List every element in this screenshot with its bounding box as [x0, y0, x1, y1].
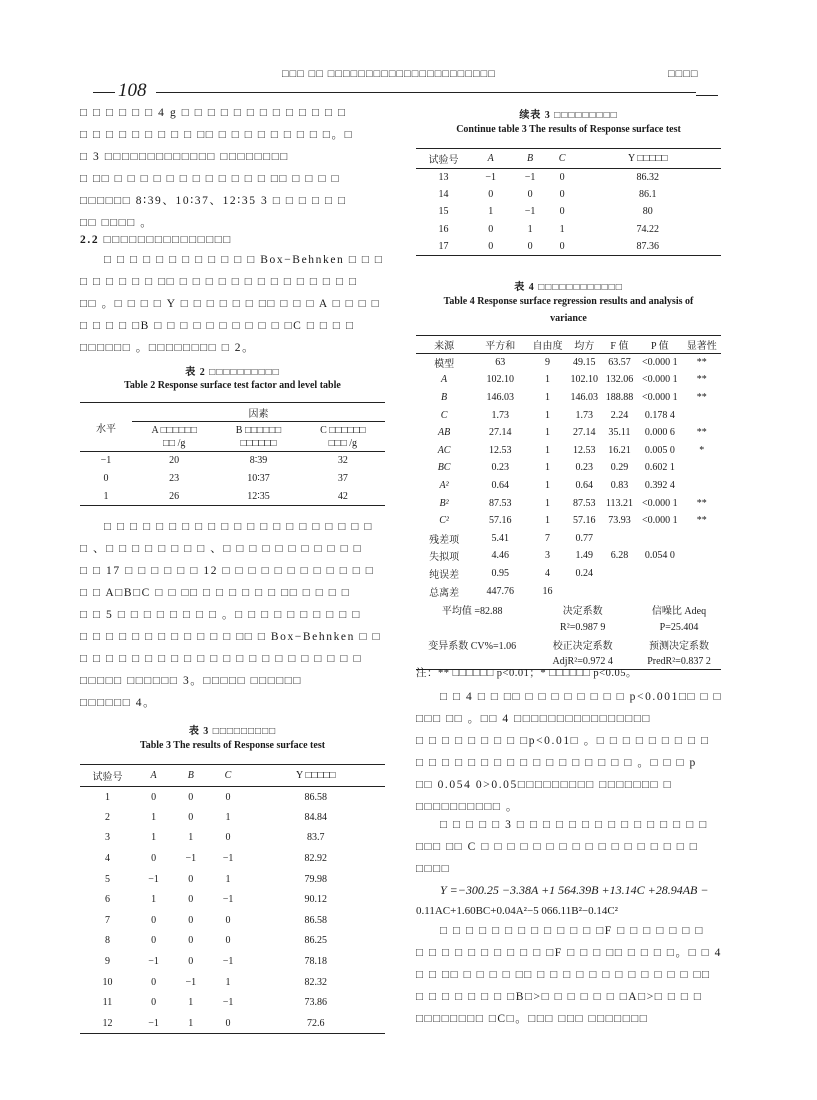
table-cell: <0.000 1: [641, 391, 678, 403]
table-row: [80, 889, 385, 910]
table2-caption-cn: 表 2 □□□□□□□□□□: [185, 367, 280, 378]
table-cell: 0: [151, 853, 157, 865]
table-cell: 1: [225, 811, 231, 823]
table-cell: *: [699, 444, 705, 456]
header-rule-right: [696, 95, 718, 96]
table-cell: 0: [151, 791, 157, 803]
table-cell: 80: [642, 206, 653, 218]
table4-stat-r2: R²=0.987 9: [560, 621, 606, 633]
table-cell: 0: [188, 811, 194, 823]
table-cell: **: [696, 357, 707, 369]
table-cell: A²: [439, 479, 449, 491]
table-cell: 86.32: [636, 171, 659, 183]
table-cell: 1: [545, 427, 551, 439]
table-cell: 63: [495, 357, 506, 369]
table-cell: 纯误差: [429, 569, 460, 581]
table-cell: 0: [151, 976, 157, 988]
table-row: [416, 406, 721, 424]
table-cell: 5: [105, 873, 110, 885]
table-cell: 9: [105, 956, 110, 968]
table-cell: 1: [188, 832, 194, 844]
section-heading: 2.2 □□□□□□□□□□□□□□□: [80, 234, 232, 246]
table-cell: 0: [151, 997, 157, 1009]
table-cell: C²: [439, 515, 449, 527]
table-cell: 0: [188, 873, 194, 885]
table-cell: 188.88: [605, 391, 634, 403]
table-row: [80, 787, 385, 808]
table-cell: −1: [222, 956, 234, 968]
table-row: [416, 424, 721, 442]
table-cell: 4: [105, 853, 110, 865]
table-cell: 10: [102, 976, 113, 988]
table-cell: 57.16: [489, 515, 512, 527]
table4: [416, 335, 721, 670]
table4-header: F 值: [602, 336, 637, 354]
table-cell: 13: [438, 171, 449, 183]
table-cell: 86.58: [304, 914, 328, 926]
table-row: [416, 371, 721, 389]
table-cell: 146.03: [570, 391, 599, 403]
table-row: [80, 869, 385, 890]
table-cell: 0: [188, 956, 194, 968]
table-cell: 86.58: [304, 791, 328, 803]
table-cell: B: [441, 391, 448, 403]
table-cell: 0: [151, 914, 157, 926]
table-cell: −1: [222, 894, 234, 906]
table3: [80, 764, 385, 1034]
table3-header: A: [135, 765, 172, 787]
table-row: [416, 459, 721, 477]
table-cell: 0.000 6: [644, 427, 675, 439]
table-cell: [683, 582, 721, 600]
table-cell: 1.49: [575, 550, 594, 562]
table-cell: 102.10: [486, 374, 514, 386]
table-cell: 3: [105, 832, 110, 844]
table-row: [416, 477, 721, 495]
table4-stat-cv: 变异系数 CV%=1.06: [428, 640, 517, 652]
table-cell: 102.10: [570, 374, 599, 386]
table3-caption-en: Table 3 The results of Response surface test: [139, 740, 326, 751]
table-cell: 83.7: [307, 832, 325, 844]
table-cell: 0: [225, 791, 231, 803]
table4-stat-adj-label: 校正决定系数: [552, 640, 613, 652]
table-cell: 6.28: [610, 550, 629, 562]
table-cell: 4: [545, 567, 551, 579]
table-cell: 6: [105, 894, 110, 906]
table-cell: 1: [545, 391, 551, 403]
table-cell: 1: [172, 1013, 209, 1034]
table-cell: 0: [188, 935, 194, 947]
table-row: [80, 910, 385, 931]
table-cell: 1: [188, 997, 194, 1009]
table2: [80, 402, 385, 506]
table-cell: 12: [80, 1013, 135, 1034]
table-cell: 132.06: [605, 374, 634, 386]
table-cell: 14: [438, 189, 449, 201]
table-cell: 27.14: [489, 427, 512, 439]
left-paragraph-1: □ □ □ □ □ □ 4 g □ □ □ □ □ □ □ □ □ □ □ □ □ □ □ □ □ □ □ □ □ □ □□ □ □ □ □ □ □ □ □ □。□ □ 3 □□□□□□□□□□□□□ □□□□□□□□ □ □□ □ □ □ □ □ □ □ □ □ □ □ □ □□ □ □ □ □ □□□□□□ 8∶39、10∶37、12∶35 3 □ □ □ □ □ □ □□ □□□□ 。: [80, 107, 354, 229]
table4-stat-mean: 平均值 =82.88: [441, 605, 503, 617]
table4-stat-adeq-label: 信噪比 Adeq: [651, 605, 707, 617]
table-cell: 49.15: [573, 357, 596, 369]
table-cell: AC: [437, 444, 451, 456]
table4-stats-row-1: [416, 600, 721, 619]
table-cell: **: [696, 515, 707, 527]
table3-cont-caption-en: Continue table 3 The results of Response surface test: [456, 124, 681, 135]
table-cell: 残差项: [429, 534, 460, 546]
table-cell: 1: [151, 811, 157, 823]
table-cell: 2.24: [610, 409, 629, 421]
table-cell: 0.77: [575, 532, 594, 544]
table-cell: 1: [559, 223, 565, 235]
table3-cont-caption-cn: 续表 3 □□□□□□□□□: [519, 110, 618, 121]
table-cell: [602, 582, 637, 600]
table-cell: 15: [438, 206, 449, 218]
table-cell: 12.53: [489, 444, 512, 456]
table-cell: 16: [542, 585, 553, 597]
table-cell: −1: [135, 1013, 172, 1034]
table-cell: 57.16: [573, 515, 596, 527]
table-cell: 0: [225, 935, 231, 947]
table-cell: 0: [559, 206, 565, 218]
table-cell: [683, 406, 721, 424]
table-cell: 1: [151, 832, 157, 844]
table-cell: 1: [488, 206, 494, 218]
table-row: [80, 828, 385, 849]
table-cell: 8: [105, 935, 110, 947]
table-cell: 1: [151, 894, 157, 906]
table-cell: 0.054 0: [644, 550, 675, 562]
table-row: 0 23 10∶37 37: [103, 473, 348, 484]
table2-col-c: C □□□□□□ □□□ /g: [301, 422, 385, 452]
table-cell: 73.93: [608, 515, 631, 527]
table-cell: 5.41: [491, 532, 509, 544]
table2-col-b: B □□□□□□ □□□□□□: [216, 422, 300, 452]
table-cell: 1: [545, 409, 551, 421]
table-cell: 1.73: [491, 409, 509, 421]
table-cell: 0: [471, 238, 510, 255]
page-number: 108: [118, 80, 147, 101]
table-cell: −1: [222, 853, 234, 865]
table4-stat-r2-label: 决定系数: [562, 605, 603, 617]
table-cell: 12.53: [573, 444, 596, 456]
table3-cont-header: A: [471, 149, 510, 169]
table-cell: 72.6: [247, 1013, 385, 1034]
table3-cont-header: C: [550, 149, 575, 169]
table4-note: 注：** □□□□□□ p<0.01；* □□□□□□ p<0.05。: [416, 668, 637, 679]
table-cell: 90.12: [304, 894, 328, 906]
table-cell: 113.21: [605, 497, 634, 509]
table-cell: AB: [437, 427, 451, 439]
header-rule-left: [93, 92, 115, 93]
table4-header: 均方: [567, 336, 602, 354]
table2-caption-en: Table 2 Response surface test factor and level table: [124, 380, 341, 391]
table-cell: 4.46: [491, 550, 509, 562]
table-cell: −1: [524, 171, 536, 183]
table-cell: −1: [222, 997, 234, 1009]
table3-caption-cn: 表 3 □□□□□□□□□: [188, 726, 277, 737]
table-cell: 总离差: [429, 587, 460, 599]
table-cell: 0: [188, 894, 194, 906]
table-cell: −1: [185, 853, 197, 865]
table-cell: 0.178 4: [644, 409, 675, 421]
right-paragraph-2: □ □ □ □ □ 3 □ □ □ □ □ □ □ □ □ □ □ □ □ □ □ □□□ □□ C □ □ □ □ □ □ □ □ □ □ □ □ □ □ □ □ □ □□□□: [416, 819, 708, 875]
table-cell: 82.32: [304, 976, 328, 988]
running-header-title: □□□ □□ □□□□□□□□□□□□□□□□□□□□□□: [282, 68, 496, 80]
table-cell: 1: [545, 374, 551, 386]
table4-header: 自由度: [528, 336, 566, 354]
table-row: [80, 951, 385, 972]
table-cell: [567, 582, 602, 600]
table4-stats-row-3: [416, 636, 721, 653]
table-cell: <0.000 1: [641, 374, 678, 386]
table-cell: [637, 565, 683, 583]
table-cell: 1: [545, 479, 551, 491]
table4-stat-adeq: P=25.404: [659, 621, 699, 633]
table3-cont-header: Y □□□□□: [574, 149, 721, 169]
table-cell: 87.53: [573, 497, 596, 509]
table-cell: [637, 582, 683, 600]
table-cell: 16: [438, 223, 449, 235]
table-row: [416, 512, 721, 530]
table-row: [416, 494, 721, 512]
table-row: [416, 221, 721, 238]
table-cell: **: [696, 497, 707, 509]
table-cell: 87.36: [574, 238, 721, 255]
table-cell: 1: [545, 444, 551, 456]
table-row: [80, 972, 385, 993]
table-cell: 模型: [434, 359, 455, 371]
table-cell: 0.83: [610, 479, 629, 491]
table3-cont-header: 试验号: [416, 149, 471, 169]
regression-equation-line2: 0.11AC+1.60BC+0.04A²−5 066.11B²−0.14C²: [416, 905, 618, 917]
table-cell: 87.53: [489, 497, 512, 509]
table-cell: 1: [225, 873, 231, 885]
table-cell: 0: [209, 1013, 246, 1034]
table-cell: 1: [105, 791, 110, 803]
table-cell: 0: [510, 238, 549, 255]
table-cell: 63.57: [608, 357, 631, 369]
table-cell: 0: [225, 832, 231, 844]
table3-header: B: [172, 765, 209, 787]
right-paragraph-3: □ □ □ □ □ □ □ □ □ □ □ □ □F □ □ □ □ □ □ □ □ □ □ □ □ □ □ □ □ □ □F □ □ □ □□ □ □ □ □。□ □ 4 □ □ □□ □ □ □ □ □□ □ □ □ □ □ □ □ □ □ □ □ □ □□ □ □ □ □ □ □ □ □B□>□ □ □ □ □ □ □A□>□ □ □ □ □□□□□□□□ □C□。□□□ □□□ □□□□□□□: [416, 925, 722, 1025]
table-row: [416, 186, 721, 203]
table-row: [416, 565, 721, 583]
table-cell: 447.76: [486, 585, 514, 597]
table-cell: **: [696, 391, 707, 403]
table-cell: 失拟项: [429, 552, 460, 564]
table-cell: 0: [188, 791, 194, 803]
table4-header: 显著性: [683, 336, 721, 354]
table-cell: 79.98: [304, 873, 328, 885]
table-cell: 7: [105, 914, 110, 926]
table-cell: 0: [488, 223, 494, 235]
table-row: [416, 238, 721, 255]
table-cell: [683, 459, 721, 477]
table-cell: <0.000 1: [641, 357, 678, 369]
header-rule: [156, 92, 696, 93]
table-row: [80, 931, 385, 952]
table4-stat-pred-label: 预测决定系数: [649, 640, 710, 652]
table-row: [416, 547, 721, 565]
table-cell: −1: [485, 171, 497, 183]
table2-group-header: 因素: [132, 403, 385, 422]
table4-caption-en-line2: variance: [550, 313, 587, 324]
table-cell: <0.000 1: [641, 515, 678, 527]
table-cell: 0: [225, 914, 231, 926]
table3-cont-header: B: [510, 149, 549, 169]
table-cell: **: [696, 427, 707, 439]
regression-equation-line1: Y =−300.25 −3.38A +1 564.39B +13.14C +28.94AB −: [440, 883, 709, 897]
table-cell: 146.03: [486, 391, 514, 403]
table3-header: Y □□□□□: [247, 765, 385, 787]
table-cell: [602, 565, 637, 583]
table-row: [416, 354, 721, 372]
table3-header: C: [209, 765, 246, 787]
table-cell: 1.73: [575, 409, 594, 421]
table-cell: 0.64: [575, 479, 594, 491]
table-cell: 1: [527, 223, 533, 235]
table-cell: 0.95: [491, 567, 509, 579]
table-cell: 82.92: [304, 853, 328, 865]
table-cell: 3: [545, 550, 551, 562]
table-cell: 11: [102, 997, 113, 1009]
table-row: [80, 992, 385, 1013]
table-row: [80, 848, 385, 869]
table-cell: 1: [545, 497, 551, 509]
table-cell: 0.392 4: [644, 479, 675, 491]
table-row: 1 26 12∶35 42: [80, 488, 385, 506]
running-header-journal: □□□□: [668, 68, 699, 80]
table-cell: 1: [545, 462, 551, 474]
right-paragraph-1: □ □ 4 □ □ □□ □ □ □ □ □ □ □ □ p<0.001□□ □ □ □□□ □□ 。□□ 4 □□□□□□□□□□□□□□□□ □ □ □ □ □ □ □ □ □p<0.01□ 。□ □ □ □ □ □ □ □ □ □ □ □ □ □ □ □ □ □ □ □ □ □ □ □ □ □ 。□ □ □ p □□ 0.054 0>0.05□□□□□□□□□ □□□□□□□ □ □□□□□□□□□□ 。: [416, 691, 723, 813]
table-cell: C: [440, 409, 448, 421]
table-cell: 0.23: [575, 462, 594, 474]
table-cell: **: [696, 374, 707, 386]
table-cell: 7: [545, 532, 551, 544]
table-cell: 0.602 1: [644, 462, 675, 474]
table-cell: 17: [416, 238, 471, 255]
table-cell: 1: [225, 976, 231, 988]
table-cell: 0: [188, 914, 194, 926]
table-cell: 27.14: [573, 427, 596, 439]
table-cell: A: [441, 374, 448, 386]
table-cell: 0.23: [491, 462, 509, 474]
table-cell: [683, 529, 721, 547]
table-cell: 74.22: [636, 223, 659, 235]
table-cell: [602, 529, 637, 547]
table-cell: 0.24: [575, 567, 594, 579]
table4-stats-row-2: [416, 619, 721, 636]
table-cell: B²: [439, 497, 449, 509]
table-cell: 0.29: [610, 462, 629, 474]
table-row: [80, 807, 385, 828]
table-cell: 35.11: [608, 427, 631, 439]
table3-header: 试验号: [80, 765, 135, 787]
table-cell: [637, 529, 683, 547]
table-row: [416, 169, 721, 186]
table-cell: <0.000 1: [641, 497, 678, 509]
table-cell: 0: [550, 238, 575, 255]
table-cell: 1: [545, 515, 551, 527]
table-cell: 0: [559, 189, 565, 201]
table-cell: 0.005 0: [644, 444, 675, 456]
table-cell: BC: [437, 462, 451, 474]
table4-header: 平方和: [472, 336, 528, 354]
table-row: [80, 1013, 385, 1034]
table4-header: 来源: [416, 336, 472, 354]
table-row: [416, 389, 721, 407]
table-cell: 0: [488, 189, 494, 201]
table-row: [416, 529, 721, 547]
table-cell: −1: [524, 206, 536, 218]
table-cell: 16.21: [608, 444, 631, 456]
table-row: [416, 582, 721, 600]
table-row: [416, 441, 721, 459]
table-cell: 0: [151, 935, 157, 947]
table-cell: −1: [148, 873, 159, 885]
table-cell: 0: [559, 171, 565, 183]
table-cell: 73.86: [304, 997, 328, 1009]
table2-col-a: A □□□□□□ □□ /g: [132, 422, 216, 452]
table2-level-header: 水平: [80, 403, 132, 452]
table-cell: [683, 547, 721, 565]
table-cell: 78.18: [304, 956, 328, 968]
table-cell: −1: [185, 976, 197, 988]
table4-caption-en-line1: Table 4 Response surface regression results and analysis of: [443, 296, 694, 307]
table-cell: 86.1: [638, 189, 657, 201]
table-cell: 0.64: [491, 479, 509, 491]
table-cell: [683, 565, 721, 583]
table-cell: 84.84: [304, 811, 328, 823]
table4-stat-adj: AdjR²=0.972 4: [528, 653, 637, 670]
table-row: [416, 203, 721, 220]
table-row: −1 20 8∶39 32: [100, 455, 348, 467]
table4-stat-pred: PredR²=0.837 2: [637, 653, 721, 670]
table-cell: 2: [105, 811, 110, 823]
table4-header: P 值: [637, 336, 683, 354]
table-cell: −1: [148, 956, 159, 968]
left-paragraph-2: □ □ □ □ □ □ □ □ □ □ □ □ Box−Behnken □ □ □ □ □ □ □ □ □ □□ □ □ □ □ □ □ □ □ □ □ □ □ □ □ □□ 。□ □ □ □ Y □ □ □ □ □ □ □□ □ □ □ A □ □ □ □ □ □ □ □ □B □ □ □ □ □ □ □ □ □ □ □C □ □ □ □ □□□□□□ 。□□□□□□□□ □ 2。: [80, 254, 384, 354]
table-cell: 86.25: [304, 935, 328, 947]
table-cell: 9: [545, 357, 551, 369]
table4-caption-cn: 表 4 □□□□□□□□□□□□: [514, 282, 623, 293]
table3-continued: [416, 148, 721, 256]
table-cell: [683, 477, 721, 495]
left-paragraph-3: □ □ □ □ □ □ □ □ □ □ □ □ □ □ □ □ □ □ □ □ □ □ 、□ □ □ □ □ □ □ □ 、□ □ □ □ □ □ □ □ □ □ □ □ □ 17 □ □ □ □ □ □ 12 □ □ □ □ □ □ □ □ □ □ □ □ □ □ A□B□C □ □ □□ □ □ □ □ □ □ □□ □ □ □ □ □ □ 5 □ □ □ □ □ □ □ □ 。□ □ □ □ □ □ □ □ □ □ □ □ □ □ □ □ □ □ □ □ □ □ □□ □ Box−Behnken □ □ □ □ □ □ □ □ □ □ □ □ □ □ □ □ □ □ □ □ □ □ □ □ □□□□□ □□□□□□ 3。□□□□□ □□□□□□ □□□□□□ 4。: [80, 521, 382, 709]
table-cell: 0: [527, 189, 533, 201]
